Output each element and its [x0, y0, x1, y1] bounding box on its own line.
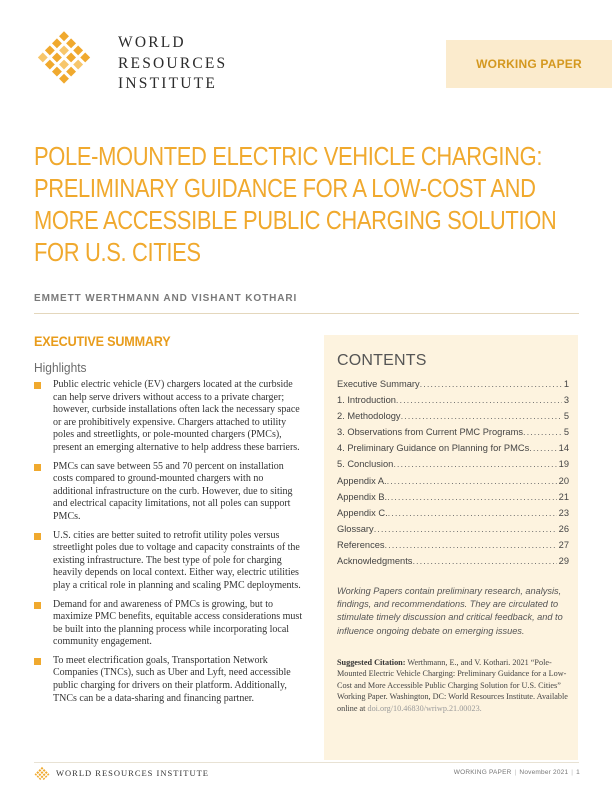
bullet-square-icon [34, 658, 41, 665]
org-name-line: INSTITUTE [118, 75, 218, 92]
toc-page: 5 [563, 427, 569, 438]
contents-sidebar [324, 335, 578, 760]
authors: EMMETT WERTHMANN AND VISHANT KOTHARI [34, 293, 298, 304]
highlights-heading: Highlights [34, 360, 87, 375]
toc-item[interactable] [337, 440, 569, 456]
toc-page: 20 [558, 475, 569, 486]
list-item [34, 599, 304, 649]
bullet-text: Demand for and awareness of PMCs is growing, but to maximize PMC benefits, equitable access considerations must be built into the planning process while incorporating local community engagement. [53, 598, 303, 648]
toc-page: 3 [563, 395, 569, 406]
toc-item[interactable] [337, 376, 569, 392]
toc-page: 19 [558, 459, 569, 470]
citation-label: Suggested Citation: [337, 658, 406, 667]
toc-item[interactable] [337, 424, 569, 440]
bullet-text: To meet electrification goals, Transportation Network Companies (TNCs), such as Uber and Lyft, need accessible public charging for drivers on their platform. Additionally, TNCs can be a data-sharing and financing partner. [53, 654, 291, 704]
toc-page: 23 [558, 507, 569, 518]
toc-page: 5 [563, 411, 569, 422]
toc-page: 14 [558, 443, 569, 454]
footer-org-name: WORLD RESOURCES INSTITUTE [56, 768, 209, 778]
toc-item[interactable] [337, 473, 569, 489]
toc-page: 21 [558, 491, 569, 502]
toc-label: Acknowledgments [337, 556, 413, 567]
toc-label: References [337, 539, 385, 550]
title-line: PRELIMINARY GUIDANCE FOR A LOW-COST AND [34, 175, 536, 203]
bullet-text: PMCs can save between 55 and 70 percent on installation costs compared to ground-mounted chargers with no additional infrastructure on the curb. However, due to siting and electrical capacity limitations, not all poles can support PMCs. [53, 460, 293, 522]
executive-summary-heading: EXECUTIVE SUMMARY [34, 333, 171, 349]
toc-item[interactable] [337, 505, 569, 521]
toc-label: 4. Preliminary Guidance on Planning for PMCs [337, 443, 530, 454]
wri-footer-logo-icon [34, 766, 50, 782]
toc-label: Appendix C. [337, 507, 388, 518]
toc-label: Glossary [337, 523, 374, 534]
working-paper-badge-label: WORKING PAPER [476, 57, 582, 71]
toc-label: 1. Introduction [337, 395, 396, 406]
toc-label: Appendix A. [337, 475, 387, 486]
page-number: 1 [576, 769, 580, 776]
org-name-line: WORLD [118, 34, 186, 51]
org-name [118, 33, 227, 95]
table-of-contents [337, 376, 569, 569]
bullet-square-icon [34, 533, 41, 540]
title-line: FOR U.S. CITIES [34, 239, 201, 267]
toc-page: 1 [563, 379, 569, 389]
list-item [34, 530, 304, 593]
highlights-list [34, 379, 304, 711]
org-name-line: RESOURCES [118, 54, 228, 72]
toc-page: 27 [558, 539, 569, 550]
toc-label: 2. Methodology [337, 411, 401, 422]
bullet-text: U.S. cities are better suited to retrofit utility poles versus streetlight poles due to voltage and capacity constraints of the existing infrastructure. The best type of pole for charging heavily depends on local context. Either way, electric utilities play a critical role in planning and scaling PMC deployments. [53, 529, 301, 591]
contents-heading: CONTENTS [337, 352, 427, 369]
citation-text: Werthmann, E., and V. Kothari. 2021 “Pole-Mounted Electric Vehicle Charging: Preliminary Guidance for a Low-Cost and More Accessible Public Charging Solution for U.S. Cities” Working Paper. Washington, DC: World Resources Institute. Available online at [337, 658, 568, 713]
footer-date: November 2021 [519, 769, 569, 776]
toc-item[interactable] [337, 392, 569, 408]
toc-label: 3. Observations from Current PMC Programs [337, 427, 523, 438]
bullet-text: Public electric vehicle (EV) chargers located at the curbside can help serve drivers without access to a private charger; however, curbside installations often lack the necessary space or are prohibitively expensive. Chargers attached to utility poles and streetlights, or pole-mounted chargers (PMCs), present an emerging alternative to help address these barriers. [53, 379, 300, 453]
list-item [34, 379, 304, 455]
toc-label: 5. Conclusion [337, 459, 394, 470]
working-paper-badge [446, 40, 612, 88]
footer-divider [34, 762, 579, 763]
toc-label: Appendix B. [337, 491, 388, 502]
toc-item[interactable] [337, 489, 569, 505]
paper-title [34, 141, 557, 269]
list-item [34, 655, 304, 705]
bullet-square-icon [34, 602, 41, 609]
footer-meta: WORKING PAPER | November 2021 | 1 [453, 769, 580, 776]
citation-doi-link[interactable]: doi.org/10.46830/wriwp.21.00023. [367, 703, 482, 713]
bullet-square-icon [34, 464, 41, 471]
working-paper-note: Working Papers contain preliminary research, analysis, findings, and recommendations. They are circulated to stimulate timely discussion and critical feedback, and to influence ongoing debate on emerging issues. [337, 586, 563, 636]
toc-item[interactable] [337, 537, 569, 553]
toc-item[interactable] [337, 521, 569, 537]
toc-label: Executive Summary [337, 379, 420, 389]
toc-page: 29 [558, 556, 569, 567]
toc-page: 26 [558, 523, 569, 534]
wri-logo-icon [33, 30, 95, 92]
suggested-citation [337, 657, 573, 714]
toc-item[interactable] [337, 456, 569, 472]
toc-item[interactable] [337, 408, 569, 424]
header-divider [34, 313, 579, 314]
title-line: MORE ACCESSIBLE PUBLIC CHARGING SOLUTION [34, 207, 557, 235]
footer-doc-type: WORKING PAPER [453, 769, 512, 776]
title-line: POLE-MOUNTED ELECTRIC VEHICLE CHARGING: [34, 143, 543, 171]
toc-item[interactable] [337, 553, 569, 569]
list-item [34, 461, 304, 524]
bullet-square-icon [34, 382, 41, 389]
